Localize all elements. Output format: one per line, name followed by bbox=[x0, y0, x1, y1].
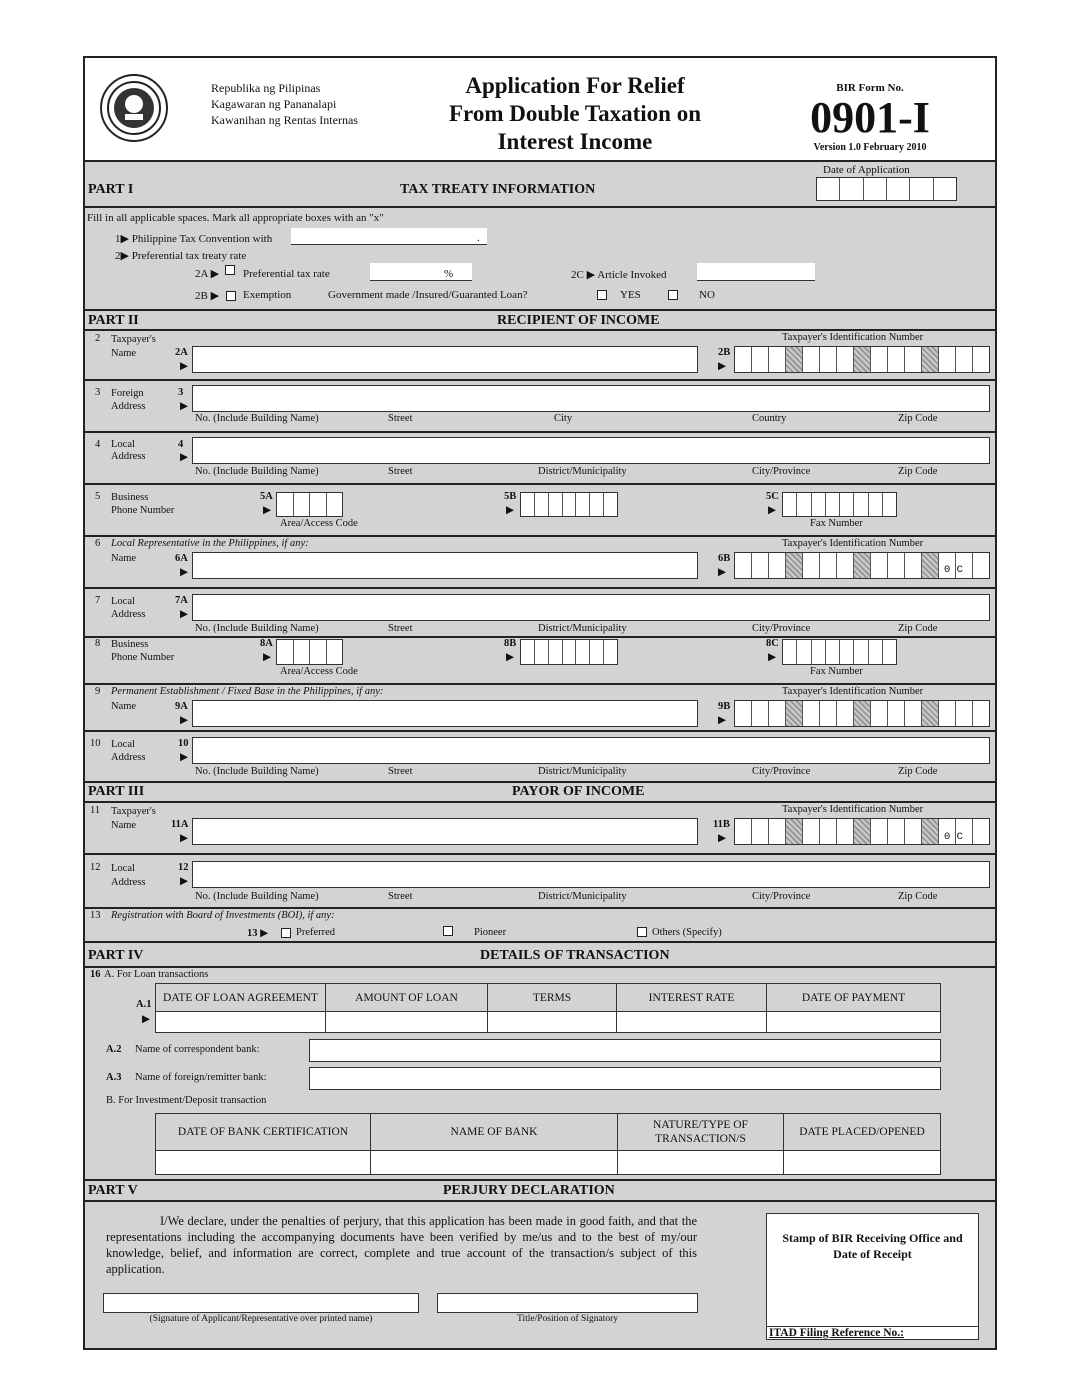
form-title-line-3: Interest Income bbox=[497, 129, 653, 154]
item-7-col-3: District/Municipality bbox=[538, 623, 627, 634]
item-10-arrow-icon: ▶ bbox=[180, 752, 189, 763]
item-12-label-line-2: Address bbox=[111, 877, 146, 888]
item-2-label: 2▶ Preferential tax treaty rate bbox=[115, 250, 247, 262]
recipient-tin-label: Taxpayer's Identification Number bbox=[782, 332, 924, 343]
item-5a-arrow-icon: ▶ bbox=[263, 505, 272, 516]
preferential-rate-label: Preferential tax rate bbox=[243, 268, 330, 280]
item-8c-arrow-icon: ▶ bbox=[768, 652, 777, 663]
payor-local-address-input[interactable] bbox=[192, 861, 990, 888]
item-13-label: Registration with Board of Investments (BOI), if any: bbox=[111, 910, 335, 921]
recipient-tin-field[interactable] bbox=[734, 346, 990, 373]
foreign-address-col-3: City bbox=[554, 413, 573, 424]
part-2-label: PART II bbox=[88, 313, 139, 328]
preferential-rate-input[interactable] bbox=[370, 263, 472, 281]
form-number: 0901-I bbox=[810, 93, 930, 142]
foreign-address-col-1: No. (Include Building Name) bbox=[195, 413, 319, 424]
item-6-number: 6 bbox=[95, 538, 101, 549]
item-5b-code: 5B bbox=[504, 491, 517, 502]
foreign-address-col-4: Country bbox=[752, 413, 787, 424]
stamp-box-label: Stamp of BIR Receiving Office and Date of Receipt bbox=[782, 1231, 963, 1261]
item-8-fax-caption: Fax Number bbox=[810, 666, 863, 677]
item-10-label-line-2: Address bbox=[111, 752, 146, 763]
item-9-name-label: Name bbox=[111, 701, 137, 712]
item-7a-code: 7A bbox=[175, 595, 188, 606]
item-2-label-line-2: Name bbox=[111, 348, 137, 359]
establishment-tin-field[interactable] bbox=[734, 700, 990, 727]
item-5-label-line-1: Business bbox=[111, 492, 149, 503]
local-address-col-4: City/Province bbox=[752, 466, 811, 477]
item-2b-code: 2B bbox=[718, 347, 731, 358]
part-3-label: PART III bbox=[88, 784, 145, 799]
item-10-number: 10 bbox=[90, 738, 101, 749]
item-10-code: 10 bbox=[178, 738, 189, 749]
a3-code: A.3 bbox=[106, 1072, 122, 1083]
item-5a-code: 5A bbox=[260, 491, 273, 502]
item-7-number: 7 bbox=[95, 595, 101, 606]
item-2-label-line-1: Taxpayer's bbox=[111, 334, 156, 345]
exemption-label: Exemption bbox=[243, 289, 292, 301]
item-2b-label: 2B ▶ bbox=[195, 290, 220, 302]
item-8a-code: 8A bbox=[260, 638, 273, 649]
item-3-foreign-address-label bbox=[111, 387, 145, 413]
inv-col-date-placed: DATE PLACED/OPENED bbox=[784, 1114, 941, 1151]
item-7-col-1: No. (Include Building Name) bbox=[195, 623, 319, 634]
item-10-col-3: District/Municipality bbox=[538, 766, 627, 777]
item-5c-arrow-icon: ▶ bbox=[768, 505, 777, 516]
item-12-local-address-label bbox=[111, 862, 145, 890]
part-4-title: DETAILS OF TRANSACTION bbox=[480, 948, 670, 963]
item-5c-code: 5C bbox=[766, 491, 779, 502]
item-4-arrow-icon: ▶ bbox=[180, 452, 189, 463]
representative-area-code-field[interactable] bbox=[276, 639, 343, 665]
item-13-number: 13 bbox=[90, 910, 101, 921]
government-loan-question: Government made /Insured/Guaranted Loan? bbox=[328, 289, 528, 301]
item-6b-code: 6B bbox=[718, 553, 731, 564]
item-12-col-1: No. (Include Building Name) bbox=[195, 891, 319, 902]
loan-transactions-label: A. For Loan transactions bbox=[104, 969, 209, 980]
item-3-arrow-icon: ▶ bbox=[180, 401, 189, 412]
item-11-label-line-1: Taxpayer's bbox=[111, 806, 156, 817]
tax-convention-country-input[interactable] bbox=[291, 228, 487, 245]
item-11b-code: 11B bbox=[713, 819, 730, 830]
recipient-local-address-input[interactable] bbox=[192, 437, 990, 464]
item-10-col-5: Zip Code bbox=[898, 766, 938, 777]
part-4-label: PART IV bbox=[88, 948, 144, 963]
item-4-label-line-1: Local bbox=[111, 439, 135, 450]
item-12-code: 12 bbox=[178, 862, 189, 873]
item-7-col-5: Zip Code bbox=[898, 623, 938, 634]
boi-others-label: Others (Specify) bbox=[652, 927, 722, 938]
part-5-label: PART V bbox=[88, 1183, 138, 1198]
investment-table-row bbox=[156, 1151, 941, 1175]
foreign-address-input[interactable] bbox=[192, 385, 990, 412]
agency-line-2: Kagawaran ng Pananalapi bbox=[211, 97, 337, 111]
remitter-bank-input[interactable] bbox=[309, 1067, 941, 1090]
item-2-number: 2 bbox=[95, 333, 101, 344]
form-title bbox=[415, 72, 735, 156]
item-11a-arrow-icon: ▶ bbox=[180, 833, 189, 844]
item-10-local-address-label bbox=[111, 738, 145, 764]
yes-label: YES bbox=[620, 289, 641, 301]
payor-branch-code: 0 C bbox=[944, 831, 963, 843]
payor-name-input[interactable] bbox=[192, 818, 698, 845]
item-3-number: 3 bbox=[95, 387, 101, 398]
item-3-code: 3 bbox=[178, 387, 184, 398]
part-5-title: PERJURY DECLARATION bbox=[443, 1183, 615, 1198]
item-12-arrow-icon: ▶ bbox=[180, 876, 189, 887]
agency-block bbox=[211, 80, 358, 128]
item-6-name-label: Name bbox=[111, 553, 137, 564]
item-8-label-line-2: Phone Number bbox=[111, 652, 175, 663]
part-2-title: RECIPIENT OF INCOME bbox=[497, 313, 660, 328]
remitter-bank-label: Name of foreign/remitter bank: bbox=[135, 1072, 267, 1083]
item-5b-arrow-icon: ▶ bbox=[506, 505, 515, 516]
form-title-line-1: Application For Relief bbox=[465, 73, 685, 98]
representative-tin-label: Taxpayer's Identification Number bbox=[782, 538, 924, 549]
preferential-rate-checkbox[interactable] bbox=[225, 265, 235, 275]
item-9b-code: 9B bbox=[718, 701, 731, 712]
inv-col-nature-of-transaction: NATURE/TYPE OF TRANSACTION/S bbox=[618, 1114, 784, 1151]
representative-branch-code: 0 C bbox=[944, 564, 963, 576]
item-9a-code: 9A bbox=[175, 701, 188, 712]
item-2a-label: 2A ▶ bbox=[195, 268, 220, 280]
inv-date-input[interactable] bbox=[156, 1151, 371, 1175]
establishment-tin-label: Taxpayer's Identification Number bbox=[782, 686, 924, 697]
item-12-col-5: Zip Code bbox=[898, 891, 938, 902]
item-6b-arrow-icon: ▶ bbox=[718, 567, 727, 578]
inv-bank-input[interactable] bbox=[371, 1151, 618, 1175]
item-8-label-line-1: Business bbox=[111, 639, 149, 650]
correspondent-bank-input[interactable] bbox=[309, 1039, 941, 1062]
local-address-col-5: Zip Code bbox=[898, 466, 938, 477]
government-loan-yes-checkbox[interactable] bbox=[597, 290, 607, 300]
loan-col-date-of-agreement: DATE OF LOAN AGREEMENT bbox=[156, 984, 326, 1012]
item-16-number: 16 bbox=[90, 969, 101, 980]
representative-fax-number-field[interactable] bbox=[782, 639, 897, 665]
item-8-phone-label bbox=[111, 638, 174, 664]
permanent-establishment-name-input[interactable] bbox=[192, 700, 698, 727]
bir-form-0901-i bbox=[83, 56, 997, 1350]
bir-seal-icon bbox=[95, 72, 173, 144]
applicant-signature-caption: (Signature of Applicant/Representative over printed name) bbox=[149, 1314, 373, 1324]
item-2a-arrow-icon: ▶ bbox=[180, 361, 189, 372]
inv-col-name-of-bank: NAME OF BANK bbox=[371, 1114, 618, 1151]
item-11-taxpayer-name-label bbox=[111, 805, 156, 833]
item-1-dot: . bbox=[477, 232, 480, 244]
item-7-label-line-1: Local bbox=[111, 596, 135, 607]
item-10-col-2: Street bbox=[388, 766, 413, 777]
inv-date-placed-input[interactable] bbox=[784, 1151, 941, 1175]
boi-pioneer-label: Pioneer bbox=[474, 927, 507, 938]
item-10-label-line-1: Local bbox=[111, 739, 135, 750]
itad-filing-reference-label: ITAD Filing Reference No.: bbox=[769, 1327, 904, 1339]
business-area-code-field[interactable] bbox=[276, 492, 343, 517]
item-12-col-2: Street bbox=[388, 891, 413, 902]
boi-preferred-checkbox[interactable] bbox=[281, 928, 291, 938]
item-12-label-line-1: Local bbox=[111, 863, 135, 874]
form-title-line-2: From Double Taxation on bbox=[449, 101, 701, 126]
representative-phone-number-field[interactable] bbox=[520, 639, 618, 665]
no-label: NO bbox=[699, 289, 715, 301]
representative-local-address-input[interactable] bbox=[192, 594, 990, 621]
recipient-name-input[interactable] bbox=[192, 346, 698, 373]
local-address-col-2: Street bbox=[388, 466, 413, 477]
loan-table-header bbox=[156, 984, 941, 1012]
item-7-col-4: City/Province bbox=[752, 623, 811, 634]
business-phone-number-field[interactable] bbox=[520, 492, 618, 517]
item-4-label-line-2: Address bbox=[111, 451, 146, 462]
local-representative-name-input[interactable] bbox=[192, 552, 698, 579]
item-8-area-code-caption: Area/Access Code bbox=[280, 666, 358, 677]
a2-code: A.2 bbox=[106, 1044, 122, 1055]
business-fax-number-field[interactable] bbox=[782, 492, 897, 517]
boi-pioneer-checkbox[interactable] bbox=[443, 926, 453, 936]
item-6a-code: 6A bbox=[175, 553, 188, 564]
item-8a-arrow-icon: ▶ bbox=[263, 652, 272, 663]
loan-terms-input[interactable] bbox=[488, 1012, 617, 1033]
government-loan-no-checkbox[interactable] bbox=[668, 290, 678, 300]
item-7-label-line-2: Address bbox=[111, 609, 146, 620]
item-13-code: 13 ▶ bbox=[247, 928, 269, 939]
loan-date-of-payment-input[interactable] bbox=[767, 1012, 941, 1033]
form-version: Version 1.0 February 2010 bbox=[813, 142, 927, 153]
perjury-declaration-text: I/We declare, under the penalties of perjury, that this application has been made in good faith, and that the representations including the accompanying documents have been verified by me/us and to the best of my/our knowledge, belief, and information are correct, complete and true account of the transaction/s subject of this application. bbox=[106, 1214, 697, 1276]
part-1-title: TAX TREATY INFORMATION bbox=[400, 182, 596, 197]
percent-sign: % bbox=[444, 268, 454, 280]
date-of-application-field[interactable] bbox=[816, 177, 957, 201]
item-2c-label: 2C ▶ Article Invoked bbox=[571, 269, 667, 281]
a1-arrow-icon: ▶ bbox=[142, 1014, 151, 1025]
investment-transactions-table bbox=[155, 1113, 941, 1175]
inv-col-date-of-certification: DATE OF BANK CERTIFICATION bbox=[156, 1114, 371, 1151]
item-11-number: 11 bbox=[90, 805, 101, 816]
boi-preferred-label: Preferred bbox=[296, 927, 336, 938]
signatory-title-caption: Title/Position of Signatory bbox=[517, 1314, 618, 1324]
item-7-local-address-label bbox=[111, 595, 145, 621]
item-4-local-address-label bbox=[111, 439, 145, 463]
correspondent-bank-label: Name of correspondent bank: bbox=[135, 1044, 260, 1055]
item-11a-code: 11A bbox=[171, 819, 189, 830]
loan-interest-rate-input[interactable] bbox=[617, 1012, 767, 1033]
investment-table-header bbox=[156, 1114, 941, 1151]
payor-tin-label: Taxpayer's Identification Number bbox=[782, 804, 924, 815]
loan-transactions-table bbox=[155, 983, 941, 1033]
date-of-application-label: Date of Application bbox=[823, 164, 910, 176]
item-5-area-code-caption: Area/Access Code bbox=[280, 518, 358, 529]
loan-amount-input[interactable] bbox=[326, 1012, 488, 1033]
local-address-col-1: No. (Include Building Name) bbox=[195, 466, 319, 477]
item-9a-arrow-icon: ▶ bbox=[180, 715, 189, 726]
inv-nature-input[interactable] bbox=[618, 1151, 784, 1175]
item-8-number: 8 bbox=[95, 638, 101, 649]
loan-col-terms: TERMS bbox=[488, 984, 617, 1012]
item-9-number: 9 bbox=[95, 686, 101, 697]
foreign-address-col-2: Street bbox=[388, 413, 413, 424]
item-3-label-line-2: Address bbox=[111, 401, 146, 412]
form-header bbox=[85, 58, 995, 162]
item-6a-arrow-icon: ▶ bbox=[180, 567, 189, 578]
item-11b-arrow-icon: ▶ bbox=[718, 833, 727, 844]
part-1-instruction: Fill in all applicable spaces. Mark all appropriate boxes with an "x" bbox=[87, 212, 384, 224]
item-4-number: 4 bbox=[95, 439, 101, 450]
part-1-label: PART I bbox=[88, 182, 134, 197]
item-2-taxpayer-name-label bbox=[111, 333, 156, 361]
loan-col-amount: AMOUNT OF LOAN bbox=[326, 984, 488, 1012]
establishment-local-address-input[interactable] bbox=[192, 737, 990, 764]
item-12-col-4: City/Province bbox=[752, 891, 811, 902]
item-5-fax-caption: Fax Number bbox=[810, 518, 863, 529]
boi-others-checkbox[interactable] bbox=[637, 927, 647, 937]
loan-table-row bbox=[156, 1012, 941, 1033]
item-4-code: 4 bbox=[178, 439, 184, 450]
item-3-label-line-1: Foreign bbox=[111, 388, 144, 399]
item-7a-arrow-icon: ▶ bbox=[180, 609, 189, 620]
form-no-label: BIR Form No. bbox=[836, 82, 904, 94]
signatory-title-input[interactable] bbox=[437, 1293, 698, 1313]
item-9b-arrow-icon: ▶ bbox=[718, 715, 727, 726]
agency-line-1: Republika ng Pilipinas bbox=[211, 81, 321, 95]
loan-date-input[interactable] bbox=[156, 1012, 326, 1033]
item-6-label: Local Representative in the Philippines, if any: bbox=[111, 538, 309, 549]
item-7-col-2: Street bbox=[388, 623, 413, 634]
item-1-label: 1▶ Philippine Tax Convention with bbox=[115, 233, 273, 245]
local-address-col-3: District/Municipality bbox=[538, 466, 627, 477]
applicant-signature-input[interactable] bbox=[103, 1293, 419, 1313]
item-2b-arrow-icon: ▶ bbox=[718, 361, 727, 372]
item-10-col-4: City/Province bbox=[752, 766, 811, 777]
article-invoked-input[interactable] bbox=[697, 263, 815, 281]
item-12-number: 12 bbox=[90, 862, 101, 873]
item-8b-arrow-icon: ▶ bbox=[506, 652, 515, 663]
loan-col-date-of-payment: DATE OF PAYMENT bbox=[767, 984, 941, 1012]
bir-stamp-box bbox=[766, 1213, 979, 1340]
investment-transactions-label: B. For Investment/Deposit transaction bbox=[106, 1095, 267, 1106]
item-11-label-line-2: Name bbox=[111, 820, 137, 831]
agency-line-3: Kawanihan ng Rentas Internas bbox=[211, 113, 358, 127]
part-3-title: PAYOR OF INCOME bbox=[512, 784, 645, 799]
a1-code: A.1 bbox=[136, 999, 152, 1010]
item-9-label: Permanent Establishment / Fixed Base in the Philippines, if any: bbox=[111, 686, 384, 697]
item-10-col-1: No. (Include Building Name) bbox=[195, 766, 319, 777]
exemption-checkbox[interactable] bbox=[226, 291, 236, 301]
item-2a-code: 2A bbox=[175, 347, 188, 358]
loan-col-interest-rate: INTEREST RATE bbox=[617, 984, 767, 1012]
item-8c-code: 8C bbox=[766, 638, 779, 649]
item-5-number: 5 bbox=[95, 491, 101, 502]
item-12-col-3: District/Municipality bbox=[538, 891, 627, 902]
foreign-address-col-5: Zip Code bbox=[898, 413, 938, 424]
item-8b-code: 8B bbox=[504, 638, 517, 649]
item-5-label-line-2: Phone Number bbox=[111, 505, 175, 516]
item-5-phone-label bbox=[111, 491, 174, 517]
